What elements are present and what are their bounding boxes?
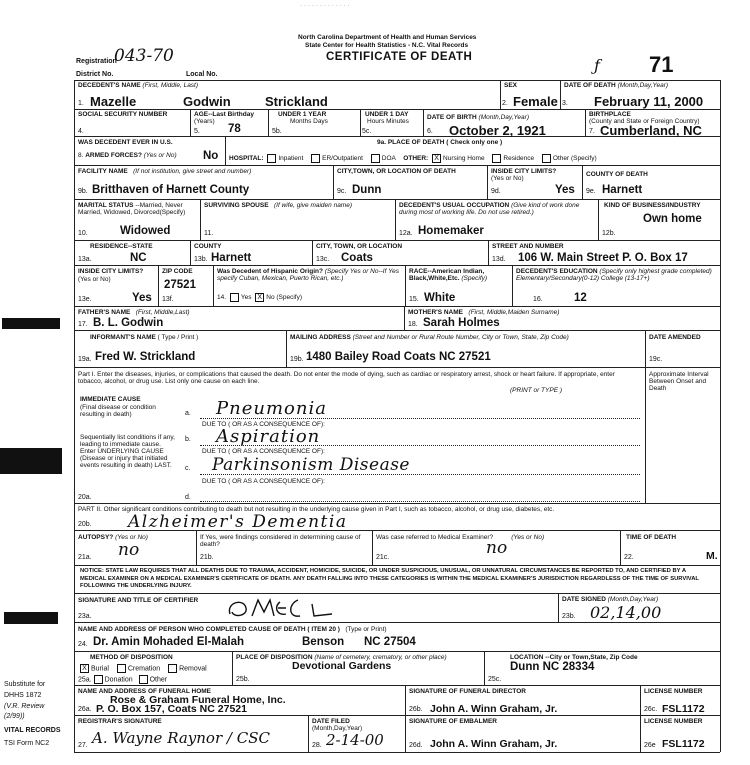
decedent-name-hint: (First, Middle, Last) bbox=[142, 82, 199, 89]
death-inside-limits-hint: (Yes or No) bbox=[491, 175, 524, 182]
marital-status-label: MARITAL STATUS bbox=[78, 202, 134, 209]
registrar-label: REGISTRAR'S SIGNATURE bbox=[78, 718, 162, 725]
autopsy-hint: (Yes or No) bbox=[115, 534, 148, 541]
removal-checkbox[interactable] bbox=[168, 664, 177, 673]
armed-forces-hint: (Yes or No) bbox=[143, 152, 177, 159]
funeral-director-value: John A. Winn Graham, Jr. bbox=[430, 703, 558, 715]
education-label: DECEDENT'S EDUCATION bbox=[516, 268, 598, 275]
date-of-death-value: February 11, 2000 bbox=[594, 94, 704, 109]
zip-label: ZIP CODE bbox=[162, 268, 193, 275]
scan-noise: · · · · · · · · · · · · · bbox=[300, 2, 350, 9]
father-hint: (First, Middle,Last) bbox=[135, 309, 190, 316]
birthplace-hint: (County and State or Foreign Country) bbox=[589, 118, 700, 125]
birthplace-value: Cumberland, NC bbox=[600, 123, 702, 138]
death-inside-limits-label: INSIDE CITY LIMITS? bbox=[491, 168, 557, 175]
hispanic-label: Was Decedent of Hispanic Origin? bbox=[217, 268, 323, 275]
burial-checkbox[interactable]: X bbox=[80, 664, 89, 673]
corner-mark: ƒ bbox=[594, 56, 600, 75]
disposition-location-label: LOCATION --City or Town,State, Zip Code bbox=[510, 654, 638, 661]
print-or-type-hint: (PRINT or TYPE ) bbox=[510, 387, 563, 394]
completer-city: Benson bbox=[302, 636, 345, 648]
death-inside-limits-value: Yes bbox=[555, 184, 575, 196]
date-amended-label: DATE AMENDED bbox=[649, 334, 701, 341]
disposition-place-hint: (Name of cemetery, crematory, or other place) bbox=[314, 654, 447, 661]
decedent-first-name: Mazelle bbox=[90, 94, 137, 109]
sex-label: SEX bbox=[504, 82, 518, 89]
sex-value: Female bbox=[513, 94, 558, 109]
cause-b-value: Aspiration bbox=[216, 426, 321, 447]
mother-label: MOTHER'S NAME bbox=[408, 309, 463, 316]
interval-label: Approximate Interval Between Onset and Death bbox=[649, 371, 709, 392]
time-of-death-label: TIME OF DEATH bbox=[626, 534, 677, 541]
armed-forces-value: No bbox=[203, 150, 219, 162]
industry-value: Own home bbox=[643, 213, 702, 225]
months-days-label: Months Days bbox=[290, 118, 328, 125]
certifier-signature bbox=[222, 594, 392, 622]
margin-line-3: (V.R. Review bbox=[4, 703, 45, 710]
mother-value: Sarah Holmes bbox=[423, 317, 500, 329]
facility-name-value: Britthaven of Harnett County bbox=[92, 184, 250, 196]
facility-name-label: FACILITY NAME bbox=[78, 168, 128, 175]
autopsy-findings-label: If Yes, were findings considered in determining cause of death? bbox=[200, 534, 361, 548]
registrar-signature: A. Wayne Raynor / CSC bbox=[92, 729, 270, 747]
inpatient-label: Inpatient bbox=[278, 155, 304, 163]
agency-line-2: State Center for Health Statistics - N.C. Vital Records bbox=[305, 42, 469, 49]
father-value: B. L. Godwin bbox=[93, 317, 164, 329]
funeral-director-label: SIGNATURE OF FUNERAL DIRECTOR bbox=[409, 688, 527, 695]
dob-value: October 2, 1921 bbox=[449, 123, 546, 138]
disposition-place-value: Devotional Gardens bbox=[292, 660, 392, 672]
immediate-cause-label: IMMEDIATE CAUSE bbox=[80, 396, 141, 403]
race-hint: (Specify) bbox=[461, 275, 488, 282]
informant-address-value: 1480 Bailey Road Coats NC 27521 bbox=[306, 351, 491, 363]
education-value: 12 bbox=[574, 292, 587, 304]
part2-value: Alzheimer's Dementia bbox=[128, 512, 348, 532]
age-label: AGE--Last Birthday bbox=[194, 111, 254, 118]
residence-state-label: RESIDENCE--STATE bbox=[90, 243, 153, 250]
date-of-death-hint: (Month,Day,Year) bbox=[617, 82, 669, 89]
dob-hint: (Month,Day,Year) bbox=[478, 114, 529, 121]
nursing-home-label: Nursing Home bbox=[443, 155, 485, 163]
surviving-spouse-hint: (If wife, give maiden name) bbox=[273, 202, 353, 209]
due-to-b: DUE TO ( OR AS A CONSEQUENCE OF): bbox=[202, 448, 325, 455]
occupation-label: DECEDENT'S USUAL OCCUPATION bbox=[399, 202, 510, 209]
decedent-middle-name: Godwin bbox=[183, 94, 231, 109]
director-license-label: LICENSE NUMBER bbox=[644, 688, 703, 695]
race-value: White bbox=[424, 292, 456, 304]
hispanic-yes-label: Yes bbox=[240, 294, 252, 302]
hospital-label: HOSPITAL: bbox=[229, 155, 264, 163]
removal-label: Removal bbox=[179, 665, 207, 673]
me-referred-hint: (Yes or No) bbox=[511, 534, 545, 541]
birthplace-label: BIRTHPLACE bbox=[589, 111, 631, 118]
date-filed-label: DATE FILED bbox=[312, 718, 350, 725]
doa-checkbox[interactable] bbox=[371, 154, 380, 163]
marital-status-value: Widowed bbox=[120, 225, 171, 237]
mother-hint: (First, Middle,Maiden Surname) bbox=[468, 309, 560, 316]
informant-label: INFORMANT'S NAME bbox=[90, 334, 156, 341]
margin-line-6: TSI Form NC2 bbox=[4, 740, 50, 747]
date-of-death-label: DATE OF DEATH bbox=[564, 82, 616, 89]
ssn-label: SOCIAL SECURITY NUMBER bbox=[78, 111, 168, 118]
embalmer-license-value: FSL1172 bbox=[662, 738, 705, 750]
residence-inside-limits-label: INSIDE CITY LIMITS? bbox=[78, 268, 144, 275]
certifier-signature-label: SIGNATURE AND TITLE OF CERTIFIER bbox=[78, 597, 199, 604]
immediate-cause-hint: (Final disease or condition resulting in death) bbox=[80, 404, 156, 418]
margin-line-1: Substitute for bbox=[4, 681, 46, 688]
residence-label: Residence bbox=[503, 155, 535, 163]
redaction-block-2 bbox=[0, 448, 62, 474]
other-disposition-checkbox[interactable] bbox=[139, 675, 148, 684]
place-of-death-header: 9a. PLACE OF DEATH ( Check only one ) bbox=[377, 139, 503, 146]
local-no-label: Local No. bbox=[186, 71, 218, 78]
facility-name-hint: (If not institution, give street and number) bbox=[133, 168, 252, 175]
agency-line-1: North Carolina Department of Health and Human Services bbox=[298, 34, 477, 41]
embalmer-value: John A. Winn Graham, Jr. bbox=[430, 738, 558, 750]
date-filed-hint: (Month,Day,Year) bbox=[312, 725, 363, 732]
residence-county-value: Harnett bbox=[211, 252, 252, 264]
father-label: FATHER'S NAME bbox=[78, 309, 131, 316]
completer-hint: (Type or Print) bbox=[345, 626, 387, 633]
informant-value: Fred W. Strickland bbox=[95, 351, 196, 363]
occupation-hint: (Give kind of work done during most of working life. Do not use retired.) bbox=[399, 202, 580, 216]
under-1-day-label: UNDER 1 DAY bbox=[365, 111, 409, 118]
inpatient-checkbox[interactable] bbox=[267, 154, 276, 163]
zip-value: 27521 bbox=[164, 279, 196, 291]
cremation-label: Cremation bbox=[127, 665, 161, 673]
informant-hint: ( Type / Print ) bbox=[157, 334, 199, 341]
funeral-home-address: P. O. Box 157, Coats NC 27521 bbox=[96, 703, 247, 715]
residence-street-label: STREET AND NUMBER bbox=[492, 243, 564, 250]
margin-line-2: DHHS 1872 bbox=[4, 692, 42, 699]
donation-checkbox[interactable] bbox=[94, 675, 103, 684]
er-outpatient-checkbox[interactable] bbox=[311, 154, 320, 163]
me-referred-label: Was case referred to Medical Examiner? bbox=[376, 534, 494, 541]
marital-status-hint: --Married, Never Married, Widowed, Divorced(Specify) bbox=[78, 202, 186, 216]
disposition-location-value: Dunn NC 28334 bbox=[510, 661, 595, 673]
completer-state-zip: NC 27504 bbox=[364, 636, 416, 648]
residence-inside-limits-value: Yes bbox=[132, 292, 152, 304]
race-label: RACE--American Indian, Black,White,Etc. bbox=[409, 268, 485, 282]
death-city-label: CITY,TOWN, OR LOCATION OF DEATH bbox=[337, 168, 456, 175]
residence-checkbox[interactable] bbox=[492, 154, 501, 163]
burial-label: Burial bbox=[91, 665, 109, 673]
dob-label: DATE OF BIRTH bbox=[427, 114, 477, 121]
date-signed-label: DATE SIGNED bbox=[562, 596, 606, 603]
other-disposition-label: Other bbox=[149, 676, 168, 684]
death-county-value: Harnett bbox=[602, 184, 643, 196]
hispanic-no-label: No (Specify) bbox=[266, 294, 303, 302]
informant-address-hint: (Street and Number or Rural Route Number, City or Town, State, Zip Code) bbox=[352, 334, 569, 341]
hours-minutes-label: Hours Minutes bbox=[367, 118, 409, 125]
decedent-name-label: DECEDENT'S NAME bbox=[78, 82, 141, 89]
redaction-block-1 bbox=[2, 318, 60, 329]
residence-street-value: 106 W. Main Street P. O. Box 17 bbox=[518, 252, 688, 264]
redaction-block-3 bbox=[4, 612, 58, 624]
surviving-spouse-label: SURVIVING SPOUSE bbox=[204, 202, 269, 209]
residence-state-value: NC bbox=[130, 252, 147, 264]
hispanic-yes-checkbox[interactable] bbox=[230, 293, 239, 302]
form-title: CERTIFICATE OF DEATH bbox=[326, 51, 473, 63]
sequential-label: Sequentially list conditions if any, leading to immediate cause. Enter UNDERLYING CAUSE (Disease or injury that initiated events resulting in death) LAST. bbox=[80, 434, 175, 469]
autopsy-label: AUTOPSY? bbox=[78, 534, 114, 541]
death-county-label: COUNTY OF DEATH bbox=[586, 171, 648, 178]
other-specify-label: Other (Specify) bbox=[552, 155, 597, 163]
under-1-year-label: UNDER 1 YEAR bbox=[278, 111, 327, 118]
cause-a-value: Pneumonia bbox=[216, 398, 327, 419]
due-to-a: DUE TO ( OR AS A CONSEQUENCE OF): bbox=[202, 421, 325, 428]
funeral-home-label: NAME AND ADDRESS OF FUNERAL HOME bbox=[78, 688, 212, 695]
funeral-home-name: Rose & Graham Funeral Home, Inc. bbox=[110, 694, 286, 706]
industry-label: KIND OF BUSINESS/INDUSTRY bbox=[604, 202, 701, 209]
date-signed-hint: (Month,Day,Year) bbox=[607, 596, 659, 603]
disposition-place-label: PLACE OF DISPOSITION bbox=[236, 654, 313, 661]
date-signed-value: 02,14,00 bbox=[590, 603, 662, 622]
informant-address-label: MAILING ADDRESS bbox=[290, 334, 351, 341]
residence-city-value: Coats bbox=[341, 252, 373, 264]
age-value: 78 bbox=[228, 123, 241, 135]
residence-inside-limits-hint: (Yes or No) bbox=[78, 276, 111, 283]
armed-forces-label-2: ARMED FORCES? bbox=[85, 152, 142, 159]
age-years-label: (Years) bbox=[194, 118, 215, 125]
margin-line-4: (2/99)) bbox=[4, 713, 25, 720]
cause-c-value: Parkinsonism Disease bbox=[212, 455, 410, 475]
corner-number: 71 bbox=[649, 52, 674, 77]
autopsy-value: no bbox=[118, 540, 140, 560]
hispanic-no-checkbox[interactable]: X bbox=[255, 293, 264, 302]
registration-number: 043-70 bbox=[114, 46, 174, 66]
residence-county-label: COUNTY bbox=[194, 243, 222, 250]
notice-text: NOTICE: STATE LAW REQUIRES THAT ALL DEATHS DUE TO TRAUMA, ACCIDENT, HOMICIDE, SUICIDE, OR UNDER SUSPICIOUS, UNUSUAL, OR UNNATURAL CIRCUMSTANCES BE REPORTED TO, AND CERTIFIED BY A MEDICAL EXAMINER ON A MEDICAL EXAMINER'S CERTIFICATE OF DEATH. ANY DEATH FALLING INTO THESE CATEGORIES IS WITHIN THE MEDICAL EXAMINER'S JURISDICTION REGARDLESS OF THE TIME OF SURVIVAL FOLLOWING THE UNDERLYING INJURY. bbox=[80, 568, 699, 589]
death-city-value: Dunn bbox=[352, 184, 382, 196]
completer-name: Dr. Amin Mohaded El-Malah bbox=[93, 636, 245, 648]
time-of-death-suffix: M. bbox=[706, 550, 718, 562]
disposition-method-label: METHOD OF DISPOSITION bbox=[90, 654, 173, 661]
cremation-checkbox[interactable] bbox=[117, 664, 126, 673]
registration-label: Registration bbox=[76, 58, 117, 65]
residence-city-label: CITY, TOWN, OR LOCATION bbox=[316, 243, 403, 250]
embalmer-license-label: LICENSE NUMBER bbox=[644, 718, 703, 725]
completer-label: NAME AND ADDRESS OF PERSON WHO COMPLETED CAUSE OF DEATH ( ITEM 20 ) bbox=[78, 626, 340, 633]
armed-forces-label-1: WAS DECEDENT EVER IN U.S. bbox=[78, 139, 173, 146]
embalmer-label: SIGNATURE OF EMBALMER bbox=[409, 718, 497, 725]
date-filed-value: 2-14-00 bbox=[326, 731, 384, 749]
hispanic-hint: (Specify Yes or No--If Yes specify Cuban, Mexican, Puerto Rican, etc.) bbox=[217, 268, 399, 282]
director-license-value: FSL1172 bbox=[662, 703, 705, 715]
other-specify-checkbox[interactable] bbox=[542, 154, 551, 163]
part2-label: PART II. Other significant conditions contributing to death but not resulting in the underlying cause given in Part I, such as tobacco, alcohol, or drug use, diabetes, etc. bbox=[78, 506, 555, 513]
margin-line-5: VITAL RECORDS bbox=[4, 727, 61, 734]
er-outpatient-label: ER/Outpatient bbox=[322, 155, 363, 163]
decedent-last-name: Strickland bbox=[265, 94, 328, 109]
nursing-home-checkbox[interactable]: X bbox=[432, 154, 441, 163]
donation-label: Donation bbox=[104, 676, 133, 684]
district-no-label: District No. bbox=[76, 71, 114, 78]
other-label: OTHER: bbox=[403, 155, 429, 163]
due-to-c: DUE TO ( OR AS A CONSEQUENCE OF): bbox=[202, 478, 325, 485]
me-referred-value: no bbox=[486, 538, 508, 558]
part1-intro: Part I. Enter the diseases, injuries, or complications that caused the death. Do not enter the mode of dying, such as cardiac or respiratory arrest, shock or heart failure. If appropriate, enter tobacco, alcohol, or drug use. List only one cause on each line. bbox=[78, 371, 615, 385]
education-hint: (Specify only highest grade completed) Elementary/Secondary(0-12) College (13-17+) bbox=[516, 268, 712, 282]
occupation-value: Homemaker bbox=[418, 225, 484, 237]
doa-label: DOA bbox=[381, 155, 396, 163]
